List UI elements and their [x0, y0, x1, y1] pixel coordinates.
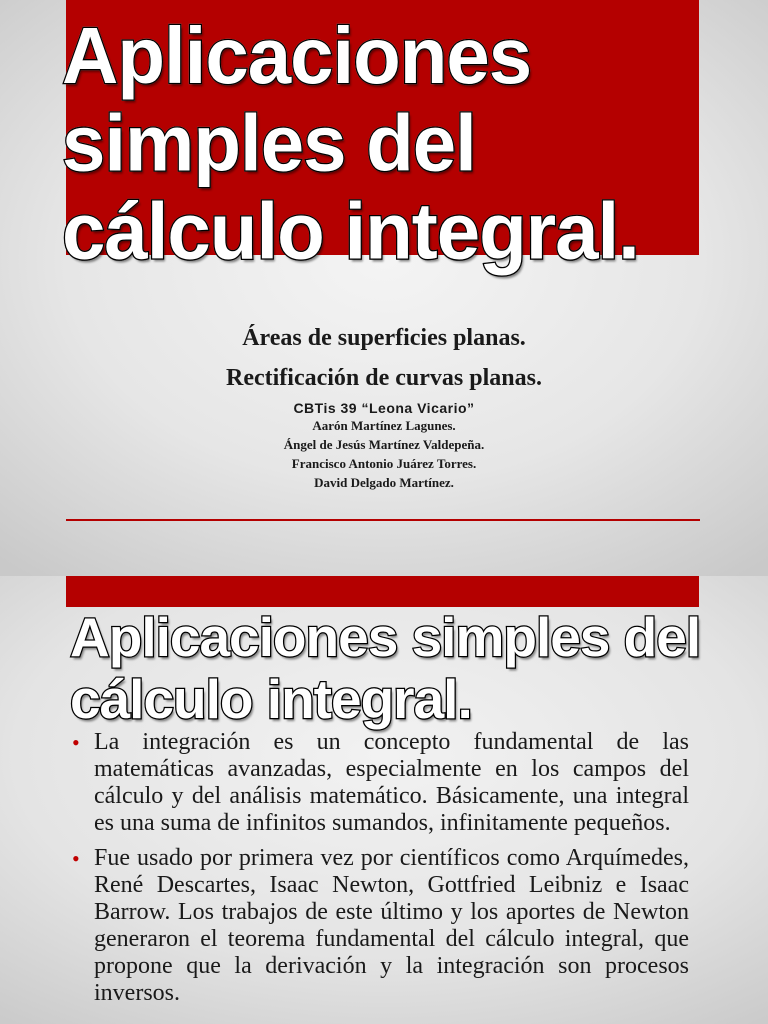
bullet-icon: • — [72, 846, 80, 871]
divider-line — [66, 519, 700, 521]
title-line: Aplicaciones — [62, 10, 532, 101]
author-name: David Delgado Martínez. — [314, 475, 454, 490]
author-name: Francisco Antonio Juárez Torres. — [291, 456, 477, 471]
title-line: cálculo integral. — [70, 668, 472, 730]
bullet-list — [72, 729, 689, 1015]
bullet-text: Fue usado por primera vez por científicos como Arquímedes, René Descartes, Isaac Newton, Gottfried Leibniz e Isaac Barrow. Los trabajos de este último y los aportes de Newton generaron el teorema fundamental del cálculo integral, que propone que la derivación y la integración son procesos inversos. — [94, 845, 689, 1006]
bullet-icon: • — [72, 730, 80, 755]
author-name: Ángel de Jesús Martínez Valdepeña. — [283, 437, 485, 452]
title-red-block — [66, 576, 699, 607]
content-slide — [0, 576, 768, 1024]
slide-title — [62, 11, 702, 274]
subtitle-rectification: Rectificación de curvas planas. — [226, 365, 542, 391]
school-name: CBTis 39 “Leona Vicario” — [293, 400, 475, 416]
title-line: Aplicaciones simples del — [70, 606, 701, 668]
author-name: Aarón Martínez Lagunes. — [312, 418, 456, 433]
bullet-item — [72, 729, 689, 837]
bullet-item — [72, 845, 689, 1007]
title-line: simples del — [62, 98, 476, 188]
subtitle-areas: Áreas de superficies planas. — [242, 325, 526, 351]
title-line: cálculo integral. — [62, 185, 639, 276]
bullet-text: La integración es un concepto fundamental de las matemáticas avanzadas, especialmente en los campos del cálculo y del análisis matemático. Básicamente, una integral es una suma de infinitos sumandos, infinitamente pequeños. — [94, 729, 689, 836]
slide-title — [70, 606, 710, 730]
